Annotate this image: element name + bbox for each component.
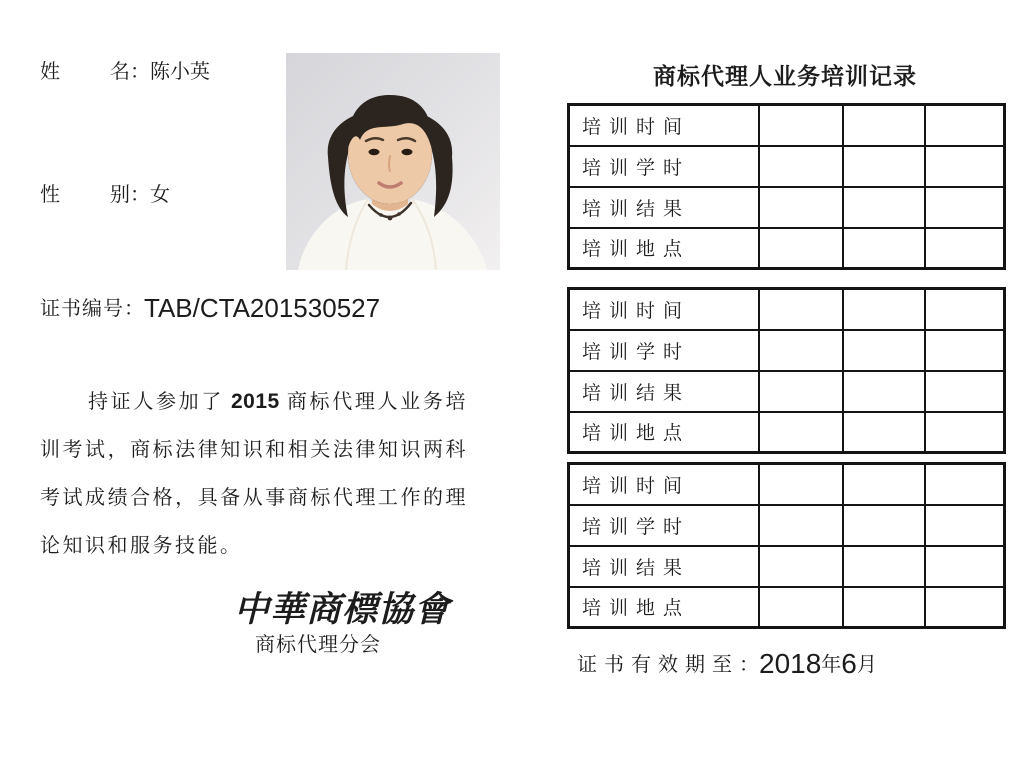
- id-photo: [286, 53, 500, 270]
- name-value: 陈小英: [150, 61, 210, 83]
- row-label-training-location: 培训地点: [569, 412, 759, 453]
- empty-cell: [843, 546, 925, 587]
- empty-cell: [759, 228, 843, 269]
- table-row: [569, 289, 1005, 330]
- row-label-training-result: 培训结果: [569, 546, 759, 587]
- row-label-training-hours: 培训学时: [569, 146, 759, 187]
- association-branch-name: 商标代理分会: [255, 634, 381, 656]
- empty-cell: [925, 412, 1005, 453]
- row-label-training-location: 培训地点: [569, 228, 759, 269]
- validity-colon: ：: [739, 654, 759, 676]
- table-row: [569, 371, 1005, 412]
- training-record-table-3: [567, 462, 1006, 629]
- statement-paragraph: [40, 378, 468, 570]
- empty-cell: [925, 505, 1005, 546]
- gender-field: [40, 178, 170, 207]
- cert-number-value: TAB/CTA201530527: [144, 293, 381, 323]
- gender-value: 女: [150, 184, 170, 206]
- empty-cell: [925, 228, 1005, 269]
- empty-cell: [925, 464, 1005, 505]
- gender-label-part2: 别: [110, 184, 130, 206]
- row-label-training-hours: 培训学时: [569, 330, 759, 371]
- table-row: [569, 105, 1005, 146]
- row-label-training-result: 培训结果: [569, 187, 759, 228]
- empty-cell: [843, 330, 925, 371]
- validity-year-unit: 年: [821, 654, 842, 676]
- empty-cell: [925, 105, 1005, 146]
- empty-cell: [843, 505, 925, 546]
- gender-label-part1: 性: [40, 184, 60, 206]
- id-photo-graphic: [286, 53, 500, 270]
- row-label-training-time: 培训时间: [569, 464, 759, 505]
- empty-cell: [843, 587, 925, 628]
- validity-month-unit: 月: [856, 654, 877, 676]
- empty-cell: [759, 105, 843, 146]
- empty-cell: [759, 505, 843, 546]
- statement-prefix: 持证人参加了: [88, 391, 224, 413]
- empty-cell: [925, 289, 1005, 330]
- table-row: [569, 146, 1005, 187]
- table-row: [569, 412, 1005, 453]
- empty-cell: [759, 587, 843, 628]
- row-label-training-result: 培训结果: [569, 371, 759, 412]
- empty-cell: [843, 412, 925, 453]
- empty-cell: [925, 546, 1005, 587]
- empty-cell: [759, 546, 843, 587]
- record-title: 商标代理人业务培训记录: [653, 63, 917, 89]
- empty-cell: [759, 330, 843, 371]
- empty-cell: [759, 371, 843, 412]
- empty-cell: [925, 587, 1005, 628]
- training-record-table-2: [567, 287, 1006, 454]
- empty-cell: [843, 187, 925, 228]
- gender-colon: ：: [130, 184, 150, 206]
- name-label-part2: 名: [110, 61, 130, 83]
- table-row: [569, 330, 1005, 371]
- row-label-training-time: 培训时间: [569, 105, 759, 146]
- validity-month: 6: [841, 648, 857, 679]
- row-label-training-time: 培训时间: [569, 289, 759, 330]
- empty-cell: [843, 146, 925, 187]
- name-colon: ：: [130, 61, 150, 83]
- cert-number-field: [40, 292, 380, 324]
- empty-cell: [759, 187, 843, 228]
- cert-number-label: 证书编号: [40, 298, 124, 320]
- empty-cell: [925, 371, 1005, 412]
- name-field: [40, 55, 210, 84]
- empty-cell: [843, 105, 925, 146]
- validity-line: [577, 648, 877, 680]
- statement-year: 2015: [230, 390, 280, 413]
- table-row: [569, 587, 1005, 628]
- row-label-training-hours: 培训学时: [569, 505, 759, 546]
- statement-suffix: 商标代理人业务培训考试，商标法律知识和相关法律知识两科考试成绩合格，具备从事商标代理工作的理论知识和服务技能。: [40, 391, 469, 557]
- table-row: [569, 505, 1005, 546]
- empty-cell: [843, 228, 925, 269]
- table-row: [569, 464, 1005, 505]
- empty-cell: [759, 289, 843, 330]
- empty-cell: [759, 464, 843, 505]
- empty-cell: [925, 146, 1005, 187]
- cert-number-colon: ：: [124, 298, 144, 320]
- association-calligraphy: 中華商標協會: [234, 590, 451, 629]
- validity-label: 证书有效期至: [577, 654, 739, 676]
- training-record-table-1: [567, 103, 1006, 270]
- name-label-part1: 姓: [40, 61, 60, 83]
- table-row: [569, 546, 1005, 587]
- table-row: [569, 228, 1005, 269]
- empty-cell: [759, 146, 843, 187]
- empty-cell: [843, 464, 925, 505]
- table-row: [569, 187, 1005, 228]
- empty-cell: [843, 289, 925, 330]
- empty-cell: [843, 371, 925, 412]
- validity-year: 2018: [759, 648, 822, 679]
- empty-cell: [759, 412, 843, 453]
- row-label-training-location: 培训地点: [569, 587, 759, 628]
- empty-cell: [925, 187, 1005, 228]
- empty-cell: [925, 330, 1005, 371]
